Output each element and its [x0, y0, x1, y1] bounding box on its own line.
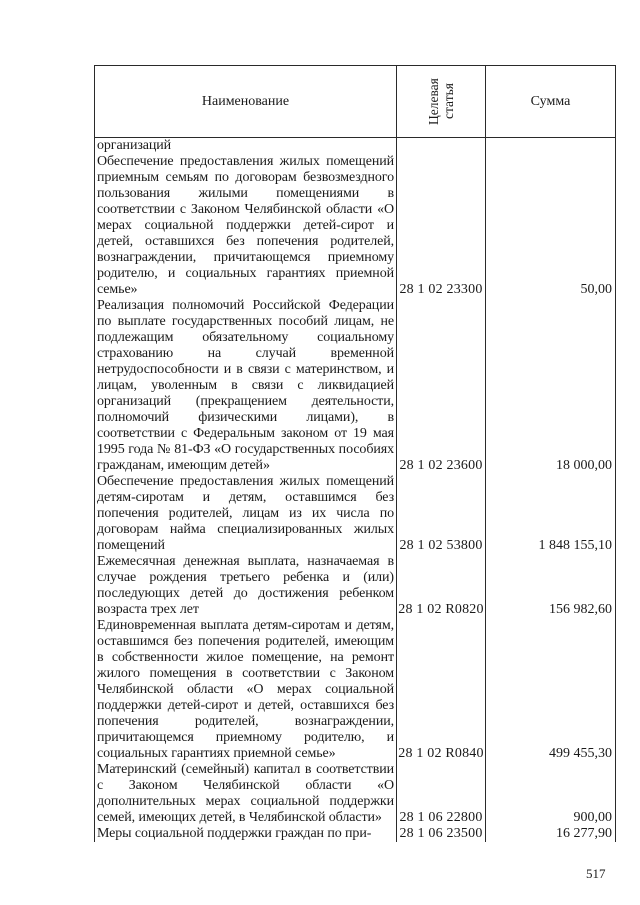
header-sum: Сумма [486, 66, 616, 138]
row-name: Обеспечение предоставления жилых помещений детям-сиротам и детям, оставшимся без попечения родителей, лицам из их числа по договорам найма специализированных жилых помещений [97, 474, 394, 553]
row-name: Меры социальной поддержки граждан по при- [97, 826, 372, 841]
row-sum: 156 982,60 [486, 554, 616, 618]
page-number: 517 [586, 866, 606, 881]
name-cell [95, 554, 397, 618]
table-row [95, 826, 616, 842]
name-cell [95, 618, 397, 762]
table-row [95, 618, 616, 762]
row-name: Обеспечение предоставления жилых помещений приемным семьям по договорам безвозмездного пользования жилыми помещениями в соответствии с Законом Челябинской области «О мерах социальной поддержки детей-сирот и детей, оставшихся без попечения родителей, вознаграждении, причитающемся приемному родителю, и социальных гарантиях приемной семье» [97, 154, 394, 297]
name-cell [95, 762, 397, 826]
table-row [95, 138, 616, 299]
header-row [95, 66, 616, 138]
table-row [95, 298, 616, 474]
name-cell [95, 138, 397, 299]
header-code [397, 66, 486, 138]
row-name: Реализация полномочий Российской Федерации по выплате государственных пособий лицам, не подлежащим обязательному социальному страхованию на случай временной нетрудоспособности и в связи с материнством, и лицам, уволенным в связи с ликвидацией организаций (прекращением деятельности, полномочий физическими лицами), в соответствии с Федеральным законом от 19 мая 1995 года № 81-ФЗ «О государственных пособиях гражданам, имеющим детей» [97, 298, 394, 473]
row-sum: 18 000,00 [486, 298, 616, 474]
row-code: 28 1 02 R0840 [397, 618, 486, 762]
table-row [95, 554, 616, 618]
header-name: Наименование [95, 66, 397, 138]
continuation-text: организаций [97, 138, 172, 153]
row-code: 28 1 02 R0820 [397, 554, 486, 618]
row-code: 28 1 06 23500 [397, 826, 486, 842]
budget-table [94, 65, 616, 842]
row-name: Ежемесячная денежная выплата, назначаемая в случае рождения третьего ребенка и (или) последующих детей до достижения ребенком возраста трех лет [97, 554, 394, 617]
row-sum: 50,00 [486, 138, 616, 299]
row-sum: 16 277,90 [486, 826, 616, 842]
row-sum: 499 455,30 [486, 618, 616, 762]
row-name: Материнский (семейный) капитал в соответствии с Законом Челябинской области «О дополнительных мерах социальной поддержки семей, имеющих детей, в Челябинской области» [97, 762, 394, 825]
header-code-label: Целевая статья [426, 78, 456, 125]
name-cell [95, 298, 397, 474]
row-sum: 1 848 155,10 [486, 474, 616, 554]
name-cell [95, 826, 397, 842]
name-cell [95, 474, 397, 554]
row-code: 28 1 02 23300 [397, 138, 486, 299]
row-code: 28 1 02 53800 [397, 474, 486, 554]
table-row [95, 474, 616, 554]
table-row [95, 762, 616, 826]
row-code: 28 1 02 23600 [397, 298, 486, 474]
row-name: Единовременная выплата детям-сиротам и детям, оставшимся без попечения родителей, имеющим в собственности жилое помещение, на ремонт жилого помещения в соответствии с Законом Челябинской области «О мерах социальной поддержки детей-сирот и детей, оставшихся без попечения родителей, вознаграждении, причитающемся приемному родителю, и социальных гарантиях приемной семье» [97, 618, 394, 761]
row-code: 28 1 06 22800 [397, 762, 486, 826]
row-sum: 900,00 [486, 762, 616, 826]
